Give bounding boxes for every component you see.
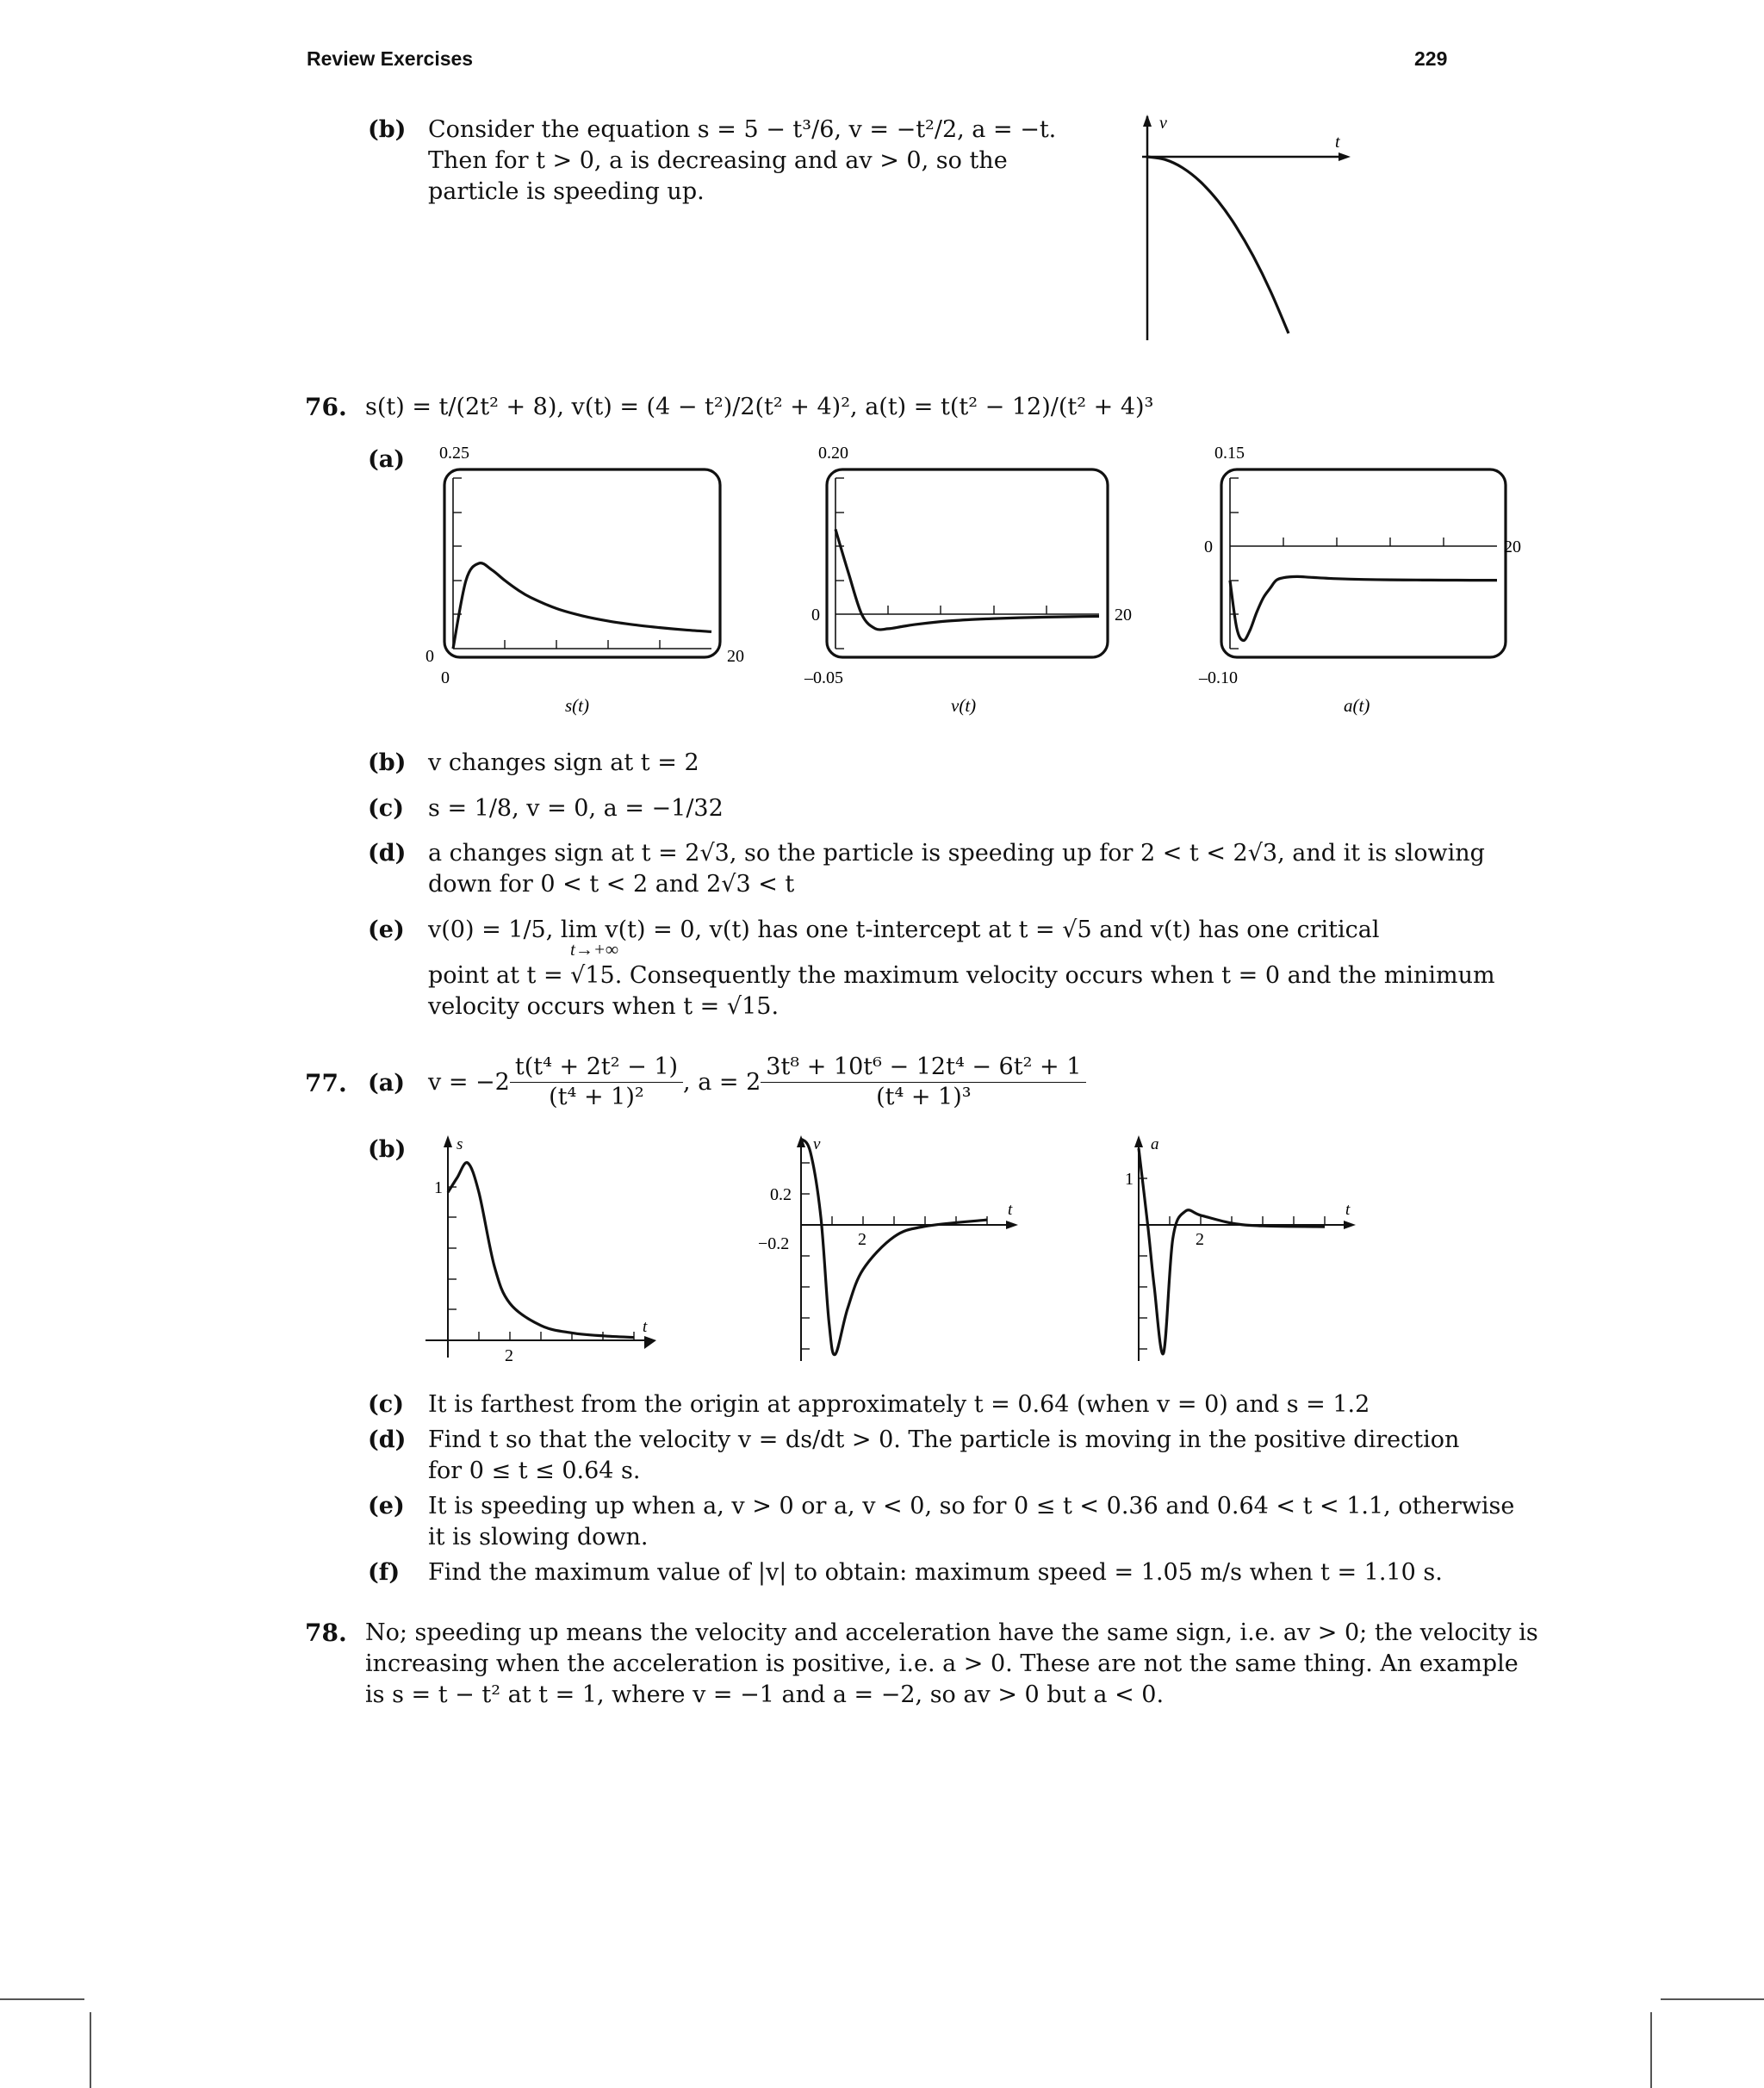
ex76b-label: (b) — [368, 749, 407, 776]
ex77d-label: (d) — [368, 1426, 407, 1453]
graph-77-s — [413, 1128, 672, 1370]
s-caption: s(t) — [565, 695, 589, 716]
ex77b-label: (b) — [368, 1136, 407, 1163]
t-axis-arrow-icon — [1339, 152, 1351, 161]
velocity-curve — [1147, 157, 1289, 333]
ex77a-v-prefix: v = −2 — [428, 1068, 510, 1096]
v-tick-pos-label: 0.2 — [770, 1185, 792, 1204]
ex77a-v-denominator: (t⁴ + 1)² — [549, 1084, 644, 1110]
v-caption: v(t) — [951, 695, 977, 716]
ex76d-line-2: down for 0 < t < 2 and 2√3 < t — [428, 871, 795, 898]
a-axis-label: a — [1151, 1135, 1159, 1153]
page-number: 229 — [1414, 47, 1448, 70]
s-axis-arrow-icon — [444, 1135, 452, 1147]
crop-mark-left-horizontal — [0, 1998, 84, 2000]
s-axis-label: s — [457, 1135, 463, 1153]
ex77c-text: It is farthest from the origin at approximately t = 0.64 (when v = 0) and s = 1.2 — [428, 1391, 1370, 1418]
t-tick-label: 2 — [505, 1346, 513, 1365]
a-caption: a(t) — [1344, 695, 1370, 716]
a-curve — [1139, 1148, 1325, 1354]
a-xmax-label: 20 — [1504, 538, 1521, 556]
crop-mark-right-horizontal — [1661, 1998, 1764, 2000]
t-axis-label: t — [1008, 1201, 1013, 1219]
ex77a-v-fraction — [510, 1053, 683, 1112]
v-xmax-label: 20 — [1115, 606, 1132, 625]
ex77d-line-1: Find t so that the velocity v = ds/dt > 0. The particle is moving in the positive direction — [428, 1426, 1460, 1453]
s-xmin-label: 0 — [441, 668, 450, 687]
ex77a-label: (a) — [368, 1070, 406, 1097]
ex78-number: 78. — [305, 1619, 347, 1647]
a-axis-arrow-icon — [1134, 1135, 1143, 1147]
s-tick-label: 1 — [434, 1178, 443, 1197]
ex76d-line-1: a changes sign at t = 2√3, so the particle is speeding up for 2 < t < 2√3, and it is slowing — [428, 840, 1485, 867]
ex77a-a-denominator: (t⁴ + 1)³ — [876, 1084, 972, 1110]
screen-frame — [1221, 469, 1506, 657]
v-curve — [801, 1139, 987, 1355]
ex77a-a-prefix: , a = 2 — [683, 1068, 761, 1096]
a-xmin-label: 0 — [1204, 538, 1213, 556]
t-tick-label: 2 — [1196, 1230, 1204, 1249]
ex76a-label: (a) — [368, 446, 406, 473]
a-curve — [1230, 576, 1497, 640]
ex77a-a-fraction — [761, 1053, 1086, 1112]
ex76e-label: (e) — [368, 917, 405, 943]
v-axis-label: v — [813, 1135, 821, 1153]
ex76c-text: s = 1/8, v = 0, a = −1/32 — [428, 795, 724, 822]
graph-77-v — [758, 1128, 1034, 1370]
ex77-number: 77. — [305, 1069, 347, 1097]
v-ymax-label: 0.20 — [818, 444, 848, 463]
ex78-line-3: is s = t − t² at t = 1, where v = −1 and a = −2, so av > 0 but a < 0. — [365, 1681, 1165, 1708]
t-axis-label: t — [643, 1318, 648, 1336]
ex76-formula: s(t) = t/(2t² + 8), v(t) = (4 − t²)/2(t² + 4)², a(t) = t(t² − 12)/(t² + 4)³ — [365, 394, 1154, 420]
ex76-number: 76. — [305, 393, 347, 421]
v-axis-arrow-icon — [1143, 115, 1152, 127]
v-axis-label: v — [1159, 114, 1167, 133]
s-ymax-label: 0.25 — [439, 444, 469, 463]
ex77e-label: (e) — [368, 1493, 405, 1519]
ex77f-label: (f) — [368, 1559, 401, 1586]
s-ymin-label: 0 — [425, 647, 434, 666]
ex76d-label: (d) — [368, 840, 407, 867]
t-axis-arrow-icon — [1344, 1221, 1356, 1229]
ex77c-label: (c) — [368, 1391, 404, 1418]
ex75b-line-2: Then for t > 0, a is decreasing and av > 0, so the — [428, 147, 1008, 174]
ex76e-line-3: velocity occurs when t = √15. — [428, 993, 780, 1020]
graph-s-of-t — [413, 435, 758, 719]
ex76b-text: v changes sign at t = 2 — [428, 749, 699, 776]
ex76e-line-2: point at t = √15. Consequently the maximum velocity occurs when t = 0 and the minimum — [428, 962, 1495, 989]
ex78-line-2: increasing when the acceleration is positive, i.e. a > 0. These are not the same thing. An example — [365, 1650, 1519, 1677]
v-xmin-label: 0 — [811, 606, 820, 625]
a-ymin-label: –0.10 — [1199, 668, 1238, 687]
t-axis-arrow-icon — [644, 1336, 656, 1349]
v-ymin-label: –0.05 — [804, 668, 843, 687]
t-tick-label: 2 — [858, 1230, 866, 1249]
crop-mark-left-vertical — [90, 2012, 91, 2088]
s-curve — [453, 563, 711, 649]
velocity-sketch-chart — [1120, 108, 1378, 349]
t-axis-label: t — [1335, 133, 1340, 152]
ex77f-text: Find the maximum value of |v| to obtain: maximum speed = 1.05 m/s when t = 1.10 s. — [428, 1559, 1443, 1586]
ex77a-a-numerator: 3t⁸ + 10t⁶ − 12t⁴ − 6t² + 1 — [761, 1053, 1086, 1083]
running-header-section: Review Exercises — [307, 47, 474, 70]
ex77a-equation — [428, 1053, 1086, 1112]
ex75b-label: (b) — [368, 116, 407, 143]
ex75b-line-3: particle is speeding up. — [428, 178, 705, 205]
ex76e-limit-subscript: t→+∞ — [570, 939, 618, 960]
crop-mark-right-vertical — [1650, 2012, 1652, 2088]
graph-a-of-t — [1189, 435, 1550, 719]
ex77e-line-2: it is slowing down. — [428, 1524, 649, 1550]
ex78-line-1: No; speeding up means the velocity and acceleration have the same sign, i.e. av > 0; the velocity is — [365, 1619, 1538, 1646]
ex77e-line-1: It is speeding up when a, v > 0 or a, v < 0, so for 0 ≤ t < 0.36 and 0.64 < t < 1.1, otherwise — [428, 1493, 1515, 1519]
ex76e-line-1: v(0) = 1/5, lim v(t) = 0, v(t) has one t-intercept at t = √5 and v(t) has one critical — [428, 917, 1380, 943]
a-tick-label: 1 — [1125, 1170, 1134, 1189]
t-axis-arrow-icon — [1006, 1221, 1018, 1229]
graph-v-of-t — [792, 435, 1154, 719]
ex77d-line-2: for 0 ≤ t ≤ 0.64 s. — [428, 1457, 641, 1484]
a-ymax-label: 0.15 — [1214, 444, 1245, 463]
ex75b-line-1: Consider the equation s = 5 − t³/6, v = −t²/2, a = −t. — [428, 116, 1057, 143]
s-curve — [448, 1163, 634, 1338]
v-tick-neg-label: −0.2 — [758, 1234, 790, 1253]
screen-frame — [827, 469, 1108, 657]
t-axis-label: t — [1345, 1201, 1351, 1219]
s-xmax-label: 20 — [727, 647, 744, 666]
ex77a-v-numerator: t(t⁴ + 2t² − 1) — [510, 1053, 683, 1083]
ex76c-label: (c) — [368, 795, 404, 822]
graph-77-a — [1111, 1128, 1387, 1370]
